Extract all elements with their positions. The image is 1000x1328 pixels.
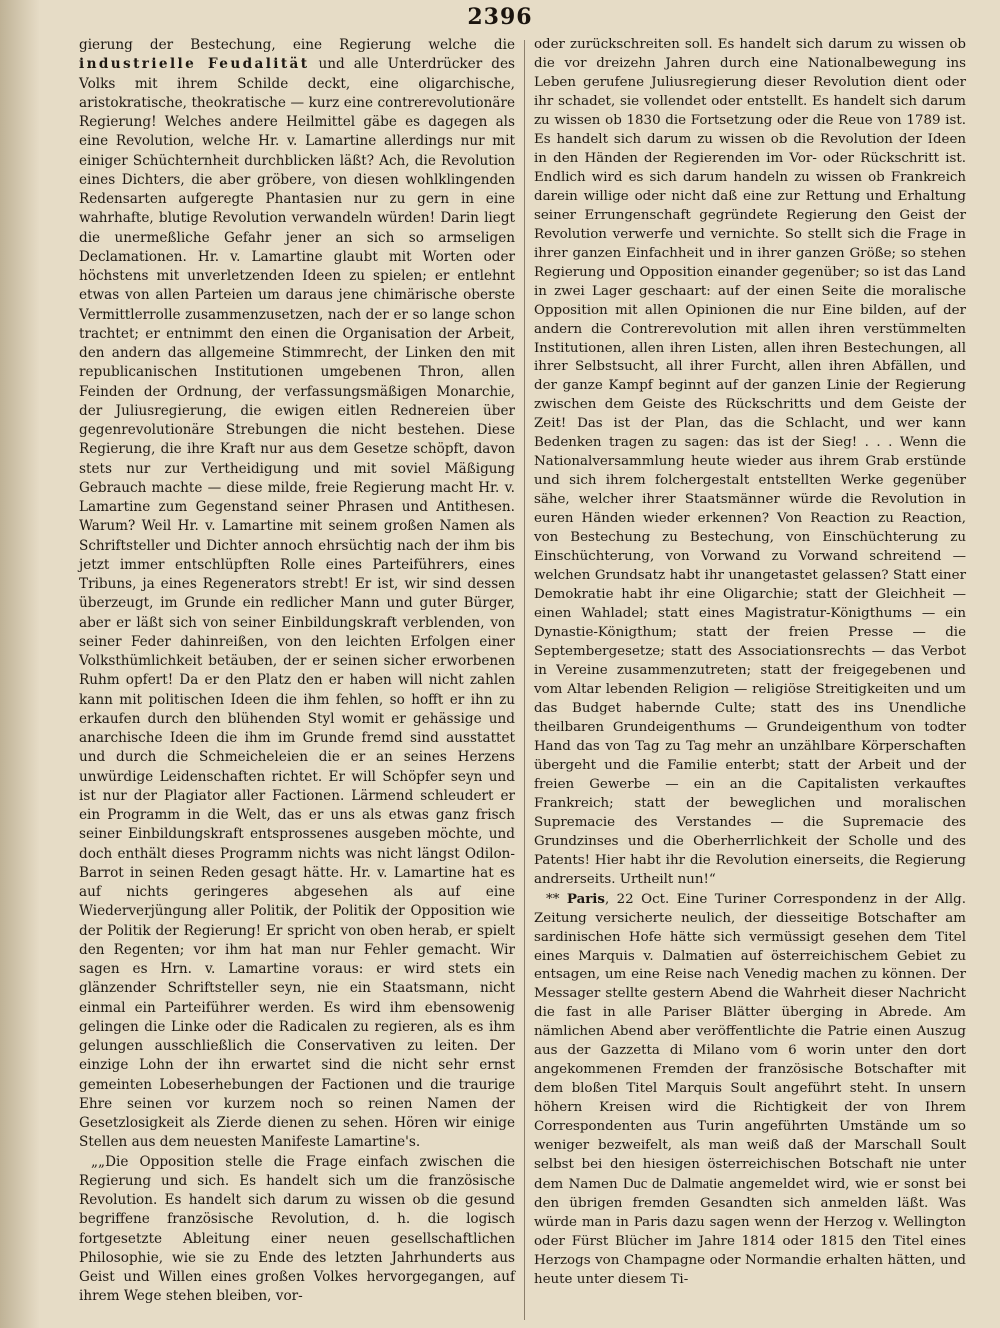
- right-column: [534, 36, 966, 1290]
- item-marker: **: [546, 891, 567, 907]
- text-run: und alle Unterdrücker des Volks mit ihrem Schilde deckt, eine oligarchische, aristokratische, theokratische — kurz eine contrerevolutionäre Regierung! Welches andere Heilmittel gäbe es dagegen als eine Revolution, welche Hr. v. Lamartine allerdings nur mit einiger Schüchternheit durchblicken läßt? Ach, die Revolution eines Dichters, die aber gröbere, von diesen wohlklingenden Redensarten aufgeregte Phantasien nur zu gern in eine wahrhafte, blutige Revolution verwandeln würden! Darin liegt die unermeßliche Gefahr jener an sich so armseligen Declamationen. Hr. v. Lamartine glaubt mit Worten oder höchstens mit unverletzenden Ideen zu spielen; er entlehnt etwas von allen Parteien um daraus jene chimärische oberste Vermittlerrolle zusammenzusetzen, nach der er so lange schon trachtet; er entnimmt den einen die Organisation der Arbeit, den andern das allgemeine Stimmrecht, der Linken den mit republicanischen Institutionen umgebenen Thron, allen Feinden der Ordnung, der verfassungsmäßigen Monarchie, der Juliusregierung, die ewigen eitlen Rednereien über gegenrevolutionäre Strebungen die nicht bestehen. Diese Regierung, die ihre Kraft nur aus dem Gesetze schöpft, davon stets nur zur Vertheidigung und mit soviel Mäßigung Gebrauch machte — diese milde, freie Regierung macht Hr. v. Lamartine zum Gegenstand seiner Phrasen und Antithesen. Warum? Weil Hr. v. Lamartine mit seinem großen Namen als Schriftsteller und Dichter annoch ehrsüchtig nach der ihm bis jetzt immer entschlüpften Rolle eines Parteiführers, eines Tribuns, ja eines Regenerators strebt! Er ist, wir sind dessen überzeugt, im Grunde ein redlicher Mann und guter Bürger, aber er läßt sich von seiner Einbildungskraft verblenden, von seiner Feder dahinreißen, von den leichten Erfolgen einer Volksthümlichkeit betäuben, der er seinen sicher erworbenen Ruhm opfert! Da er den Platz den er haben will nicht zahlen kann mit politischen Ideen die ihm fehlen, so hofft er ihn zu erkaufen durch den blühenden Styl womit er gehässige und anarchische Ideen die ihm im Grunde fremd sind ausstattet und durch die Schmeicheleien die er an seines Herzens unwürdige Leidenschaften richtet. Er will Schöpfer seyn und ist nur der Plagiator aller Factionen. Lärmend schleudert er ein Programm in die Welt, das er uns als etwas ganz frisch seiner Einbildungskraft entsprossenes ausgeben möchte, und doch enthält dieses Programm nichts was nicht längst Odilon-Barrot in seinen Reden gesagt hätte. Hr. v. Lamartine hat es auf nichts geringeres abgesehen als auf eine Wiederverjüngung aller Politik, der Politik der Opposition wie der Politik der Regierung! Er spricht von oben herab, er spielt den Regenten; vor ihm hat man nur Fehler gemacht. Wir sagen es Hrn. v. Lamartine voraus: er wird stets ein glänzender Schriftsteller seyn, nie ein Staatsmann, nicht einmal ein Parteiführer werden. Es wird ihm ebensowenig gelingen die Linke oder die Radicalen zu regieren, als es ihm gelungen ausschließlich die Conservativen zu leiten. Der einzige Lohn der ihn erwartet sind die nicht sehr ernst gemeinten Lobeserhebungen der Factionen und die traurige Ehre seinen vor kurzem noch so reinen Namen der Gesetzlosigkeit als Zierde dienen zu sehen. Hören wir einige Stellen aus dem neuesten Manifeste Lamartine's.: [79, 56, 515, 1151]
- quotation-paragraph: „„Die Opposition stelle die Frage einfach zwischen die Regierung und sich. Es handelt sich um die französische Revolution. Es handelt sich darum zu wissen ob die gesund begriffene französische Revolution, d. h. die logisch fortgesetzte Ableitung einer neuen gesellschaftlichen Philosophie, wie sie zu Ende des letzten Jahrhunderts aus Geist und Willen eines großen Volkes hervorgegangen, auf ihrem Wege stehen bleiben, vor-: [79, 1153, 515, 1305]
- quotation-continuation: oder zurückschreiten soll. Es handelt sich darum zu wissen ob die vor dreizehn Jahren durch eine Nationalbewegung ins Leben gerufene Juliusregierung dieser Revolution dient oder ihr schadet, sie vollendet oder entstellt. Es handelt sich darum zu wissen ob 1830 die Fortsetzung oder die Reue von 1789 ist. Es handelt sich darum zu wissen ob die Revolution der Ideen in den Händen der Regierenden im Vor- oder Rückschritt ist. Endlich wird es sich darum handeln zu wissen ob Frankreich darein willige oder nicht daß eine zur Rettung und Erhaltung seiner Errungenschaft gegründete Regierung den Geist der Revolution verwerfe und vernichte. So stellt sich die Frage in ihrer ganzen Einfachheit und in ihrer ganzen Größe; so stehen Regierung und Opposition einander gegenüber; so ist das Land in zwei Lager geschaart: auf der einen Seite die moralische Opposition mit allen Opinionen die nur Eine bilden, auf der andern die Contrerevolution mit allen ihren verstümmelten Institutionen, allen ihren Listen, allen ihren Bestechungen, all ihrer Selbstsucht, all ihrer Furcht, allen ihren Abfällen, und der ganze Kampf beginnt auf der ganzen Linie der Regierung zwischen dem Geiste des Rückschritts und dem Geiste der Zeit! Das ist der Plan, das die Schlacht, und wer kann Bedenken tragen zu sagen: das ist der Sieg! . . . Wenn die Nationalversammlung heute wieder aus ihrem Grab erstünde und sich ihrem folchergestalt entstellten Werke gegenüber sähe, welcher ihrer Staatsmänner würde die Revolution in euren Händen wieder erkennen? Von Reaction zu Reaction, von Bestechung zu Bestechung, von Einschüchterung zu Einschüchterung, von Vorwand zu Vorwand schreitend — welchen Grundsatz habt ihr unangetastet gelassen? Statt einer Demokratie habt ihr eine Oligarchie; statt der Gleichheit — einen Wahladel; statt eines Magistratur-Königthums — ein Dynastie-Königthum; statt der freien Presse — die Septembergesetze; statt des Associationsrechts — das Verbot in Vereine zusammenzutreten; statt der freigegebenen und vom Altar lebenden Religion — religiöse Streitigkeiten und um das Budget habernde Culte; statt des ins Unendliche theilbaren Grundeigenthums — Grundeigenthum von todter Hand das von Tag zu Tag mehr an unzählbare Körperschaften übergeht und die Familie enterbt; statt der Arbeit und der freien Gewerbe — ein an die Capitalisten verkauftes Frankreich; statt der beweglichen und moralischen Supremacie des Verstandes — die Supremacie des Grundzinses und die Oberherrlichkeit der Scholle und des Patents! Hier habt ihr die Revolution einerseits, die Regierung andrerseits. Urtheilt nun!“: [534, 37, 966, 887]
- news-item-paris: [534, 890, 966, 1290]
- antiqua-phrase: Duc de Dalmatie: [623, 1176, 724, 1193]
- emphasized-phrase: industrielle Feudalität: [79, 56, 310, 73]
- left-column: [79, 36, 515, 1307]
- page-gutter-shadow: [0, 0, 40, 1328]
- article-paragraph: [79, 36, 515, 1153]
- dateline-date: , 22 Oct.: [604, 891, 670, 907]
- text-run: angemeldet wird, wie er sonst bei den übrigen fremden Gesandten sich anmelden läßt. Was würde man in Paris dazu sagen wenn der Herzog v. Wellington oder Fürst Blücher im Jahre 1814 oder 1815 den Titel eines Herzogs von Champagne oder Normandie erhalten hätten, und heute unter diesem Ti-: [534, 1177, 966, 1287]
- column-divider: [524, 40, 525, 1320]
- page-number: 2396: [467, 4, 533, 30]
- dateline-place: Paris: [566, 890, 605, 907]
- text-run: gierung der Bestechung, eine Regierung welche die: [79, 37, 515, 53]
- text-run: Eine Turiner Correspondenz in der Allg. Zeitung versicherte neulich, der diesseitige Botschafter am sardinischen Hofe hätte sich vermüssigt gesehen dem Titel eines Marquis v. Dalmatien auf österreichischem Gebiet zu entsagen, um eine Reise nach Venedig machen zu können. Der Messager stellte gestern Abend die Wahrheit dieser Nachricht die fast in alle Pariser Blätter überging in Abrede. Am nämlichen Abend aber veröffentlichte die Patrie einen Auszug aus der Gazzetta di Milano vom 6 worin unter den dort angekommenen Fremden der französische Botschafter mit dem bloßen Titel Marquis Soult angeführt steht. In unsern höhern Kreisen wird die Richtigkeit der von Ihrem Correspondenten aus Turin angeführten Umstände um so weniger bezweifelt, als man weiß daß der Marschall Soult selbst bei den hiesigen österreichischen Botschaft nie unter dem Namen: [534, 891, 966, 1193]
